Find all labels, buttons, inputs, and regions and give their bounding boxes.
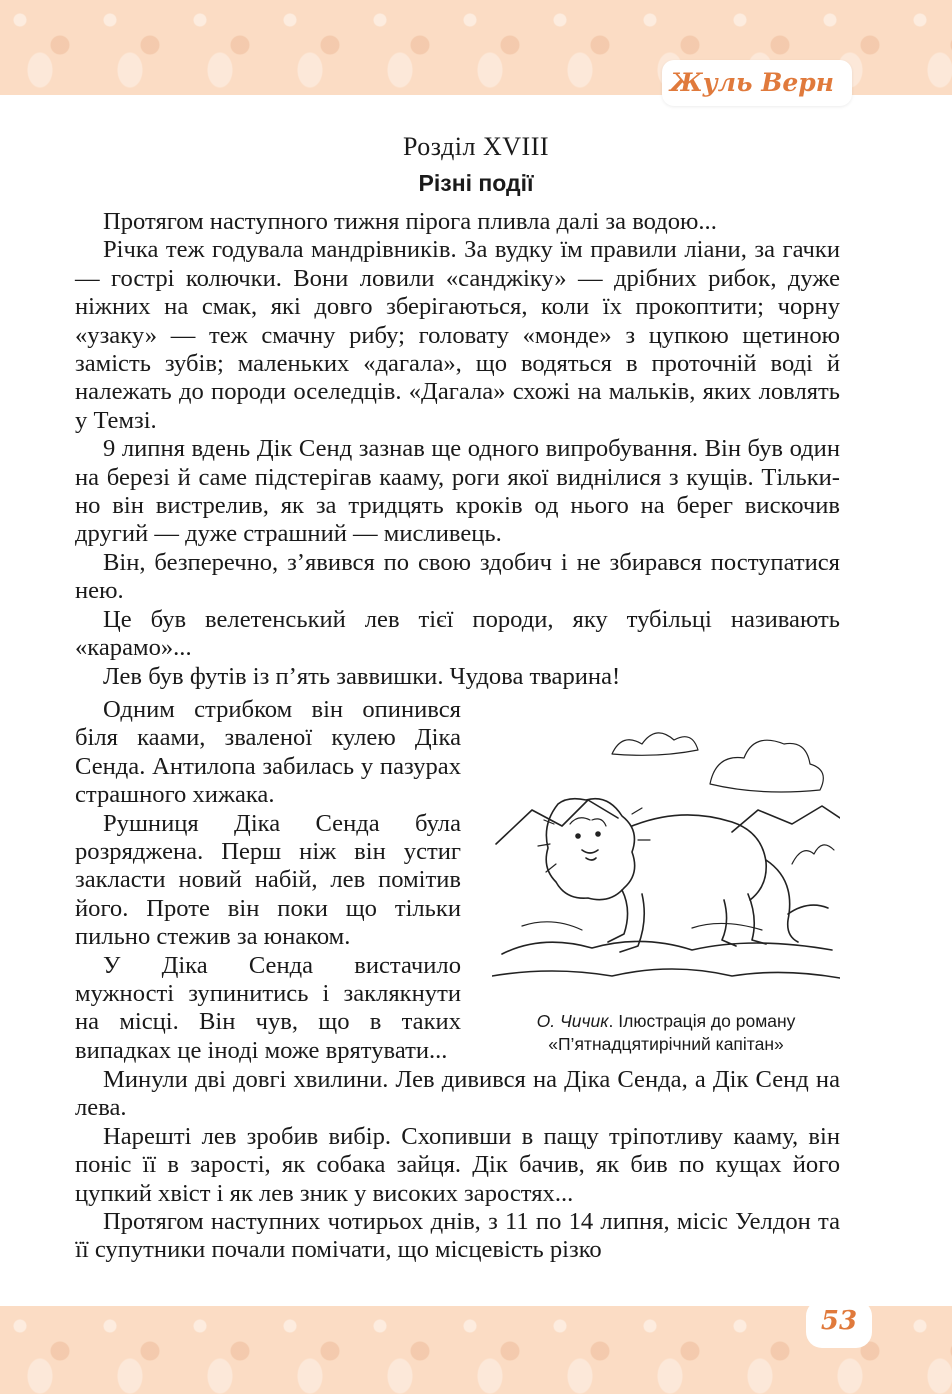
text-block-bottom xyxy=(75,1066,840,1265)
chapter-title: Різні події xyxy=(418,170,534,196)
paragraph: Рушниця Діка Сенда була розряджена. Перш ніж він устиг закласти новий набій, лев помітив його. Проте він поки що тільки пильно стежив за юнаком. xyxy=(75,809,461,951)
paragraph: 9 липня вдень Дік Сенд зазнав ще одного випробування. Він був один на березі й саме підстерігав кааму, роги якої виднілися з кущів. Тільки-но він вистрелив, як за тридцять кроків од нього на берег вискочив другий — дуже страшний — мисливець. xyxy=(75,435,840,548)
caption-author: О. Чичик xyxy=(536,1011,609,1031)
lion-illustration xyxy=(492,714,840,990)
paragraph: Минули дві довгі хвилини. Лев дивився на Діка Сенда, а Дік Сенд на лева. xyxy=(75,1066,840,1122)
author-tab-label: Жуль Верн xyxy=(670,68,834,97)
paragraph: Він, безперечно, з’явився по свою здобич і не збирався поступатися нею. xyxy=(75,548,840,605)
chapter-number: Розділ XVIII xyxy=(402,132,550,161)
text-block-side xyxy=(75,696,461,1065)
caption-line-1 xyxy=(486,1010,846,1033)
paragraph: У Діка Сенда вистачило мужності зупинитись і заклякнути на місці. Він чув, що в таких випадках це іноді може врятувати... xyxy=(75,951,461,1064)
paragraph: Нарешті лев зробив вибір. Схопивши в пащу тріпотливу кааму, він поніс її в зарості, як собака зайця. Дік бачив, як бив по кущах його цупкий хвіст і як лев зник у високих заростях... xyxy=(75,1122,840,1207)
figure-caption xyxy=(486,1010,846,1056)
paragraph: Лев був футів із п’ять заввишки. Чудова тварина! xyxy=(103,662,621,690)
paragraph: Протягом наступного тижня пірога пливла далі за водою... xyxy=(103,208,717,235)
author-tab xyxy=(662,60,852,106)
caption-line-2: «П’ятнадцятирічний капітан» xyxy=(548,1034,784,1054)
text-block-top xyxy=(75,208,840,691)
caption-text: . Ілюстрація до роману xyxy=(608,1011,796,1031)
page-number: 53 xyxy=(820,1306,858,1336)
page-number-badge xyxy=(806,1300,872,1348)
paragraph: Одним стрибком він опинився біля каами, зваленої кулею Діка Сенда. Антилопа забилась у пазурах страшного хижака. xyxy=(75,696,461,809)
paragraph: Це був велетенський лев тієї породи, яку тубільці називають «карамо»... xyxy=(75,605,840,662)
paragraph: Протягом наступних чотирьох днів, з 11 по 14 липня, місіс Уелдон та її супутники почали помічати, що місцевість різко xyxy=(75,1208,840,1264)
paragraph: Річка теж годувала мандрівників. За вудку їм правили ліани, за гачки — гострі колючки. Вони ловили «санджіку» — дрібних рибок, дуже ніжних на смак, які довго зберігаються, коли їх прокоптити; чорну «узаку» — теж смачну рибу; головату «монде» з цупкою щетиною замість зубів; маленьких «дагала», що водяться в проточній воді й належать до породи оселедців. «Дагала» схожі на мальків, яких ловлять у Темзі. xyxy=(75,236,840,434)
